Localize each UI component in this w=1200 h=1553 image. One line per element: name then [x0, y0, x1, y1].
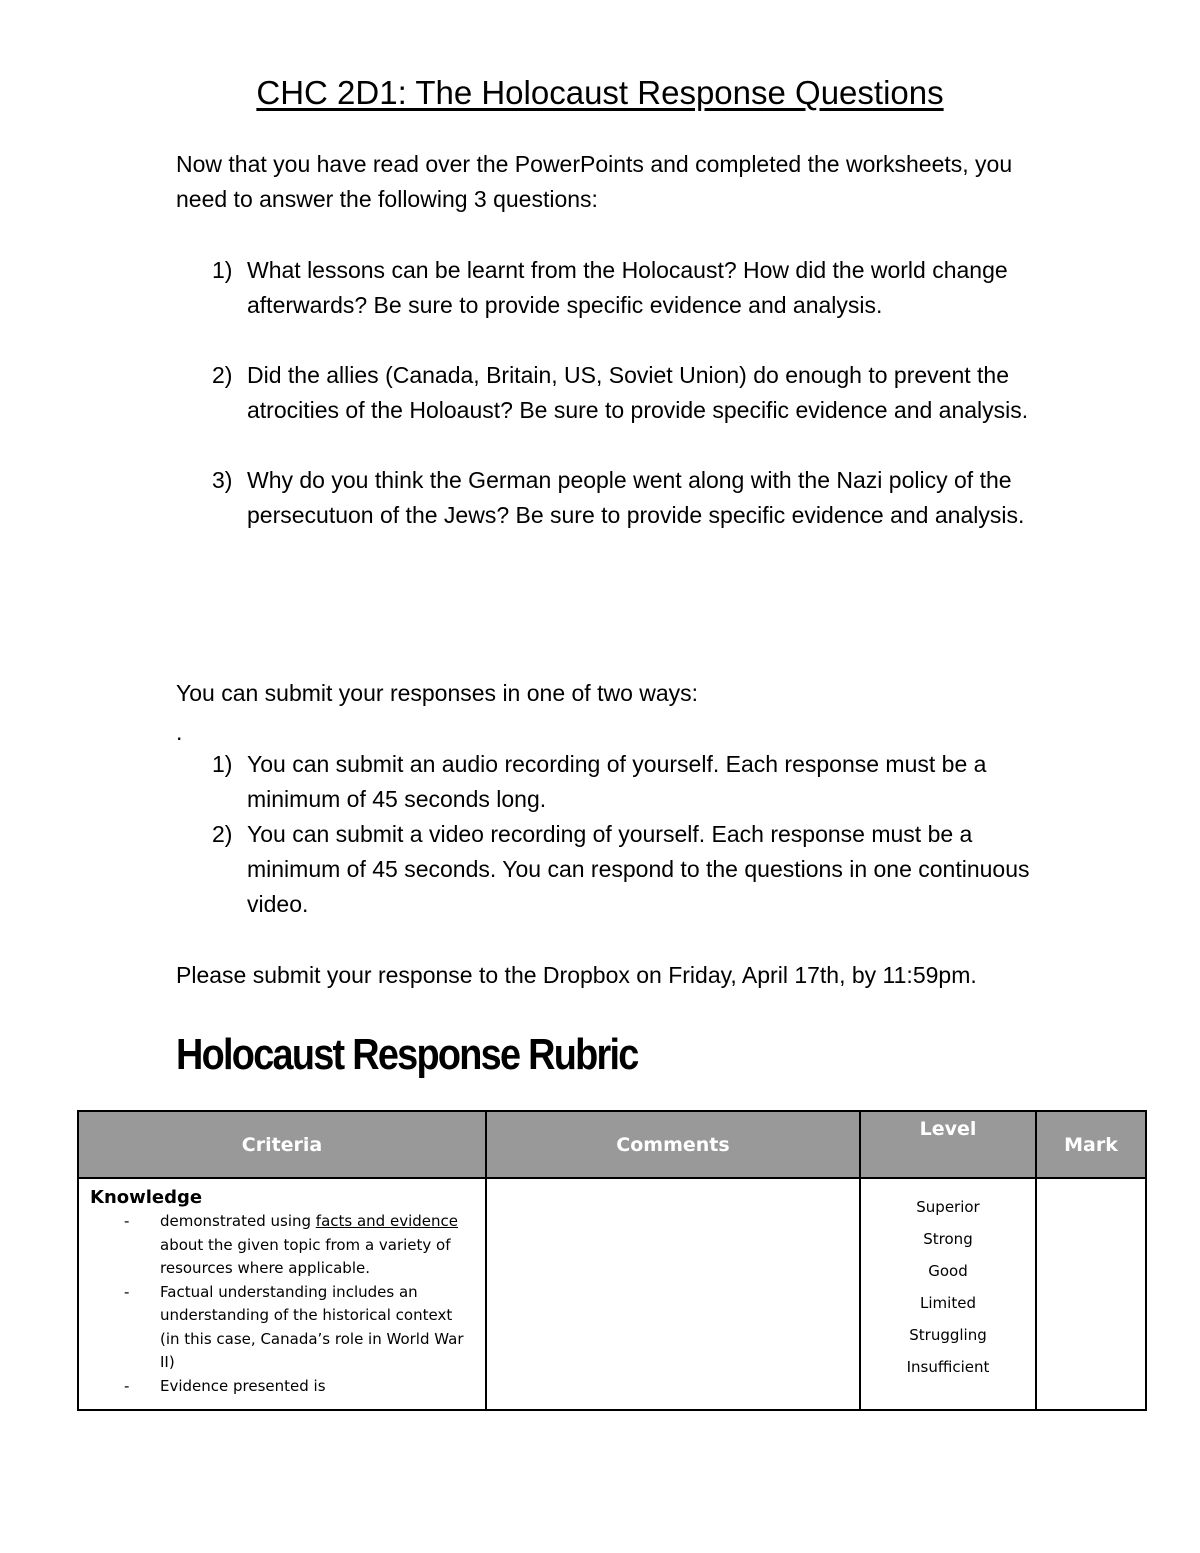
bullet-text: Factual understanding includes an understanding of the historical context (in this case, Canada’s role in World War II): [160, 1282, 464, 1371]
question-text: What lessons can be learnt from the Holocaust? How did the world change afterwards? Be sure to provide specific evidence and analysis.: [247, 257, 1008, 318]
bullet-item: [90, 1210, 475, 1281]
question-item: [176, 253, 1036, 323]
rubric-row-knowledge: [78, 1178, 1146, 1410]
stray-dot: .: [176, 719, 183, 745]
bullet-item: [90, 1281, 475, 1375]
bullet-dash: -: [124, 1282, 130, 1301]
question-number: 1): [212, 257, 233, 283]
level-option[interactable]: Good: [928, 1262, 968, 1280]
bullet-text: about the given topic from a variety of resources where applicable.: [160, 1235, 451, 1277]
criterion-bullets: [90, 1210, 475, 1398]
bullet-dash: -: [124, 1212, 130, 1230]
option-text: You can submit an audio recording of yourself. Each response must be a minimum of 45 seconds long.: [247, 751, 987, 812]
level-option[interactable]: Limited: [920, 1294, 976, 1312]
level-option[interactable]: Strong: [923, 1230, 973, 1248]
submit-option-item: [176, 747, 1036, 817]
bullet-text: demonstrated using: [160, 1212, 316, 1230]
question-text: Did the allies (Canada, Britain, US, Soviet Union) do enough to prevent the atrocities of the Holoaust? Be sure to provide specific evidence and analysis.: [247, 362, 1029, 423]
question-item: [176, 463, 1036, 533]
header-comments: Comments: [486, 1111, 860, 1178]
criterion-heading: Knowledge: [90, 1187, 203, 1208]
underlined-phrase: facts and evidence: [315, 1212, 458, 1230]
option-number: 2): [212, 821, 233, 847]
option-text: You can submit a video recording of yourself. Each response must be a minimum of 45 seconds. You can respond to the questions in one continuous video.: [247, 821, 1030, 917]
submit-option-item: [176, 817, 1036, 922]
rubric-table: [77, 1110, 1147, 1411]
deadline-paragraph: Please submit your response to the Dropbox on Friday, April 17th, by 11:59pm.: [176, 962, 977, 988]
level-option[interactable]: Struggling: [909, 1326, 987, 1344]
header-level: Level: [860, 1111, 1036, 1178]
level-cell: [860, 1178, 1036, 1410]
questions-list: [176, 253, 1036, 533]
question-number: 3): [212, 467, 233, 493]
header-criteria: Criteria: [78, 1111, 486, 1178]
level-option[interactable]: Superior: [916, 1198, 980, 1216]
header-mark: Mark: [1036, 1111, 1146, 1178]
rubric-header-row: [78, 1111, 1146, 1178]
option-number: 1): [212, 751, 233, 777]
intro-paragraph: Now that you have read over the PowerPoints and completed the worksheets, you need to answer the following 3 questions:: [176, 151, 1013, 212]
question-text: Why do you think the German people went along with the Nazi policy of the persecutuon of the Jews? Be sure to provide specific evidence and analysis.: [247, 467, 1025, 528]
criteria-cell: [78, 1178, 486, 1410]
question-number: 2): [212, 362, 233, 388]
bullet-text: Evidence presented is: [160, 1376, 326, 1395]
page-title: CHC 2D1: The Holocaust Response Questions: [256, 74, 944, 111]
level-options: [861, 1179, 1035, 1385]
bullet-dash: -: [124, 1376, 130, 1395]
submit-intro: You can submit your responses in one of two ways:: [176, 680, 699, 706]
rubric-title: Holocaust Response Rubric: [176, 1030, 638, 1079]
level-option[interactable]: Insufficient: [906, 1358, 990, 1376]
bullet-item: [90, 1375, 475, 1399]
submit-options-list: [176, 747, 1036, 922]
question-item: [176, 358, 1036, 428]
comments-cell[interactable]: [486, 1178, 860, 1410]
mark-cell[interactable]: [1036, 1178, 1146, 1410]
